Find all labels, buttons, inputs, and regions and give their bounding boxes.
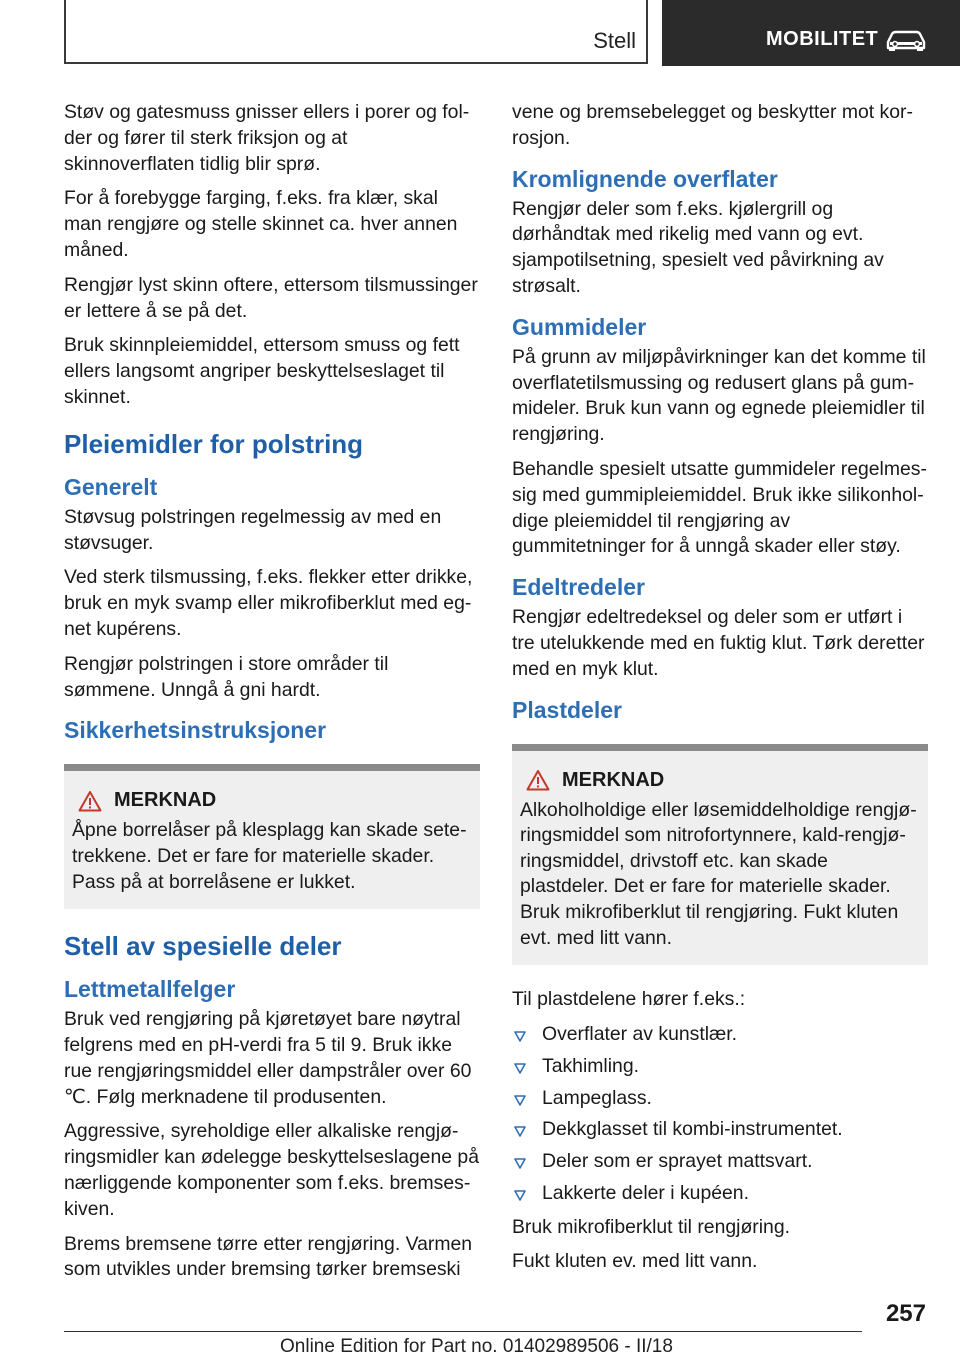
list-item [512,1181,928,1207]
note-box [512,744,928,966]
heading-kromlignende-overflater: Kromlignende overflater [512,165,778,192]
triangle-bullet-icon [514,1030,526,1042]
triangle-bullet-icon [514,1094,526,1106]
heading-edeltredeler: Edeltredeler [512,574,645,601]
note-text: Åpne borrelåser på klesplagg kan skade setetrekkene. Det er fare for materielle skader. Pass på at borrelåsene er lukket. [72,819,467,893]
note-title-text: MERKNAD [562,768,665,791]
note-title-text: MERKNAD [114,789,217,812]
heading-plastdeler: Plastdeler [512,696,622,723]
footer-divider [64,1331,862,1332]
paragraph: For å forebygge farging, f.eks. fra klær, skal man rengjøre og stelle skinnet ca. hver annen måned. [64,187,458,261]
note-title [526,769,920,792]
triangle-bullet-icon [514,1189,526,1201]
paragraph: Ved sterk tilsmussing, f.eks. flekker etter drikke, bruk en myk svamp eller mikrofiberklut med egnet kupérens. [64,566,473,640]
paragraph: Behandle spesielt utsatte gummideler regelmessig med gummipleiemiddel. Bruk ikke silikonholdige pleiemiddel til rengjøring av gummitetninger for å unngå skader eller støy. [512,457,927,558]
paragraph: Rengjør edeltredeksel og deler som er utført i tre utelukkende med en fuktig klut. Tørk deretter med en myk klut. [512,606,925,680]
triangle-bullet-icon [514,1125,526,1137]
paragraph: På grunn av miljøpåvirkninger kan det komme til overflatetilsmussing og redusert glans på gummideler. Bruk kun vann og egnede pleiemidler til rengjøring. [512,345,926,446]
warning-icon [526,769,550,791]
paragraph: Bruk skinnpleiemiddel, ettersom smuss og fett ellers langsomt angriper beskyttelseslaget til skinnet. [64,334,460,408]
footer-edition: Online Edition for Part no. 01402989506 - II/18 [280,1336,673,1357]
heading-gummideler: Gummideler [512,313,647,340]
paragraph: Til plastdelene hører f.eks.: [512,988,746,1011]
list-item-text: Lakkerte deler i kupéen. [542,1181,749,1204]
list-item-text: Takhimling. [542,1054,639,1077]
heading-stell-spesielle-deler: Stell av spesielle deler [64,931,342,962]
list-item [512,1149,928,1175]
note-title [78,789,472,812]
list-item [512,1117,928,1143]
paragraph: Fukt kluten ev. med litt vann. [512,1250,758,1273]
note-box [64,764,480,909]
paragraph: Rengjør polstringen i store områder til sømmene. Unngå å gni hardt. [64,652,389,701]
paragraph: vene og bremsebelegget og beskytter mot korrosjon. [512,101,913,149]
paragraph: Aggressive, syreholdige eller alkaliske rengjøringsmidler kan ødelegge beskyttelseslagene på nærliggende komponenter som f.eks. bremseskiven. [64,1120,479,1220]
section-title: Stell [593,28,636,53]
list-item-text: Overflater av kunstlær. [542,1022,738,1045]
chapter-title: MOBILITET [766,28,879,50]
list-item-text: Deler som er sprayet mattsvart. [542,1150,813,1173]
note-text: Alkoholholdige eller løsemiddelholdige rengjøringsmiddel som nitrofortynnere, kald-rengjøringsmiddel, drivstoff etc. kan skade plastdeler. Det er fare for materielle skader. Bruk mikrofiberklut til rengjøring. Fukt kluten evt. med litt vann. [520,798,917,949]
list-item-text: Lampeglass. [542,1086,652,1109]
heading-pleiemidler-polstring: Pleiemidler for polstring [64,428,364,459]
left-column [64,100,480,1292]
paragraph: Bruk mikrofiberklut til rengjøring. [512,1215,791,1238]
triangle-bullet-icon [514,1062,526,1074]
list-item [512,1086,928,1112]
heading-sikkerhetsinstruksjoner: Sikkerhetsinstruksjoner [64,717,327,744]
page-number: 257 [885,1300,926,1327]
paragraph: Brems bremsene tørre etter rengjøring. Varmen som utvikles under bremsing tørker bremseski [64,1232,473,1281]
heading-generelt: Generelt [64,473,158,500]
paragraph: Støv og gatesmuss gnisser ellers i porer og folder og fører til sterk friksjon og at skinnoverflaten tidlig blir sprø. [64,101,470,175]
list-item [512,1022,928,1048]
chapter-tab[interactable] [662,0,960,66]
triangle-bullet-icon [514,1157,526,1169]
list-item-text: Dekkglasset til kombi-instrumentet. [542,1118,843,1141]
paragraph: Rengjør deler som f.eks. kjølergrill og dørhåndtak med rikelig med vann og evt. sjampotilsetning, spesielt ved påvirkning av strøsalt. [512,197,884,297]
heading-lettmetallfelger: Lettmetallfelger [64,976,236,1003]
paragraph: Rengjør lyst skinn oftere, ettersom tilsmussinger er lettere å se på det. [64,273,478,322]
bullet-list [512,1022,928,1207]
header-frame [64,0,648,64]
paragraph: Støvsug polstringen regelmessig av med en støvsuger. [64,505,442,554]
paragraph: Bruk ved rengjøring på kjøretøyet bare nøytral felgrens med en pH-verdi fra 5 til 9. Bruk ikke rue rengjøringsmiddel eller dampstråler over 60 ℃. Følg merknadene til produsenten. [64,1008,472,1108]
right-column [512,100,928,1284]
warning-icon [78,790,102,812]
list-item [512,1054,928,1080]
car-icon [884,28,928,52]
